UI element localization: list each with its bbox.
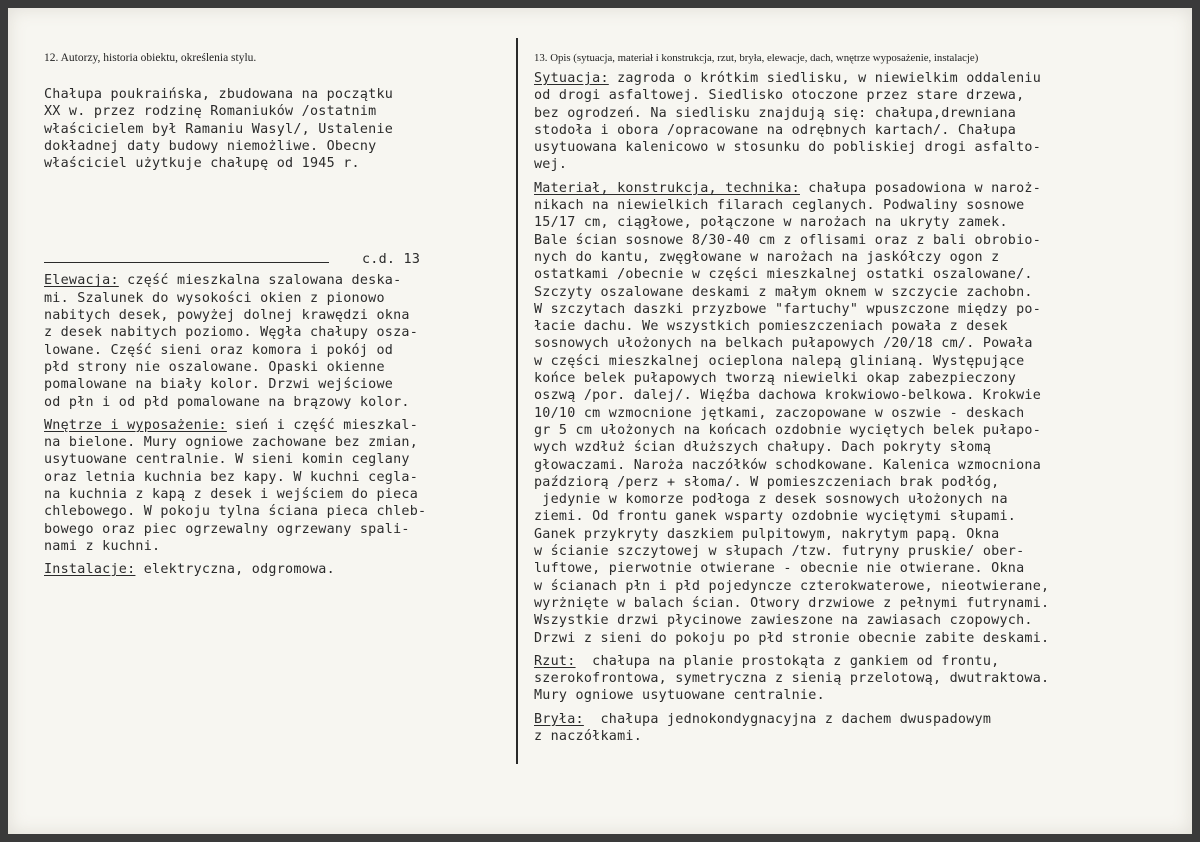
- wnetrze-line: na bielone. Mury ogniowe zachowane bez zmian,: [44, 435, 419, 451]
- instalacje-label: Instalacje:: [44, 562, 136, 578]
- wnetrze-line: bowego oraz piec ogrzewalny ogrzewany spali-: [44, 521, 410, 537]
- sytuacja-section: [534, 70, 1174, 174]
- wnetrze-label: Wnętrze i wyposażenie:: [44, 417, 227, 433]
- instalacje-text: elektryczna, odgromowa.: [135, 562, 335, 578]
- elewacja-line: nabitych desek, powyżej dolnej krawędzi okna: [44, 308, 410, 324]
- wnetrze-line: chlebowego. W pokoju tylna ściana pieca chleb-: [44, 504, 427, 520]
- history-line: właściciel użytkuje chałupę od 1945 r.: [44, 156, 360, 172]
- bryla-label: Bryła:: [534, 711, 584, 727]
- sytuacja-first-line: zagroda o krótkim siedlisku, w niewielkim oddaleniu: [608, 71, 1042, 86]
- history-line: dokładnej daty budowy niemożliwe. Obecny: [44, 138, 377, 154]
- material-line: paździorą /perz + słoma/. W pomieszczeniach brak podłóg,: [534, 474, 1000, 490]
- material-line: luftowe, pierwotnie otwierane - obecnie nie otwierane. Okna: [534, 561, 1025, 577]
- wnetrze-section: [44, 417, 504, 555]
- material-line: jedynie w komorze podłoga z desek sosnowych ułożonych na: [534, 492, 1008, 508]
- left-column: [44, 52, 504, 585]
- material-line: W szczytach daszki przyzbowe "fartuchy" wpuszczone między po-: [534, 301, 1042, 317]
- sytuacja-line: wej.: [534, 157, 568, 173]
- rzut-section: [534, 653, 1174, 705]
- material-line: głowaczami. Naroża naczółków schodkowane. Kalenica wzmocniona: [534, 457, 1042, 473]
- sytuacja-line: od drogi asfaltowej. Siedlisko otoczone przez stare drzewa,: [534, 88, 1025, 104]
- elewacja-line: z desek nabitych poziomo. Węgła chałupy osza-: [44, 325, 419, 341]
- material-line: wyrżnięte w balach ścian. Otwory drzwiowe z pełnymi futrynami.: [534, 595, 1050, 611]
- material-line: Drzwi z sieni do pokoju po płd stronie obecnie zabite deskami.: [534, 630, 1050, 646]
- wnetrze-line: na kuchnia z kapą z desek i wejściem do pieca: [44, 487, 419, 503]
- column-divider: [516, 38, 518, 764]
- sytuacja-line: stodoła i obora /opracowane na odrębnych kartach/. Chałupa: [534, 122, 1017, 138]
- sytuacja-line: usytuowana kalenicowo w stosunku do pobliskiej drogi asfalto-: [534, 140, 1042, 156]
- material-line: Szczyty oszalowane deskami z małym oknem w szczycie zachobn.: [534, 284, 1033, 300]
- wnetrze-line: usytuowane centralnie. W sieni komin ceglany: [44, 452, 410, 468]
- elewacja-first-line: część mieszkalna szalowana deska-: [118, 273, 402, 289]
- material-line: Bale ścian sosnowe 8/30-40 cm z oflisami oraz z bali obrobio-: [534, 232, 1042, 248]
- material-first-line: chałupa posadowiona w naroż-: [799, 180, 1042, 196]
- section-13-header: 13. Opis (sytuacja, materiał i konstrukcja, rzut, bryła, elewacje, dach, wnętrze wyposażenie, instalacje): [534, 52, 979, 64]
- rzut-line: Mury ogniowe usytuowane centralnie.: [534, 688, 825, 704]
- elewacja-line: od płn i od płd pomalowane na brązowy kolor.: [44, 394, 410, 410]
- material-line: gr 5 cm ułożonych na końcach ozdobnie wyciętych belek pułapo-: [534, 422, 1042, 438]
- history-line: XX w. przez rodzinę Romaniuków /ostatnim: [44, 104, 377, 120]
- material-line: końce belek pułapowych tworzą niewielki okap zabezpieczony: [534, 371, 1017, 387]
- elewacja-line: lowane. Część sieni oraz komora i pokój od: [44, 342, 394, 358]
- continuation-rule: [44, 262, 329, 263]
- elewacja-section: [44, 272, 504, 410]
- rzut-line: szerokofrontowa, symetryczna z sienią przelotową, dwutraktowa.: [534, 671, 1050, 687]
- material-line: Wszystkie drzwi płycinowe zawieszone na zawiasach czopowych.: [534, 613, 1033, 629]
- wnetrze-first-line: sień i część mieszkal-: [226, 417, 419, 433]
- sytuacja-line: bez ogrodzeń. Na siedlisku znajdują się: chałupa,drewniana: [534, 105, 1017, 121]
- wnetrze-line: oraz letnia kuchnia bez kapy. W kuchni cegla-: [44, 469, 419, 485]
- material-line: nikach na niewielkich filarach ceglanych. Podwaliny sosnowe: [534, 198, 1025, 214]
- material-line: w części mieszkalnej ocieplona nalepą glinianą. Występujące: [534, 353, 1025, 369]
- bryla-line: z naczółkami.: [534, 728, 643, 744]
- continuation-label: c.d. 13: [362, 252, 421, 268]
- material-label: Materiał, konstrukcja, technika:: [534, 180, 800, 196]
- bryla-section: [534, 711, 1174, 746]
- rzut-first-line: chałupa na planie prostokąta z gankiem od frontu,: [575, 653, 1000, 669]
- elewacja-line: pomalowane na biały kolor. Drzwi wejściowe: [44, 377, 394, 393]
- sytuacja-label: Sytuacja:: [534, 71, 609, 86]
- instalacje-section: [44, 561, 504, 578]
- material-line: nych do kantu, zwęgłowane w narożach na jaskółczy ogon z: [534, 249, 1000, 265]
- bryla-first-line: chałupa jednokondygnacyjna z dachem dwuspadowym: [583, 711, 992, 727]
- material-line: Ganek przykryty daszkiem pulpitowym, nakrytym papą. Okna: [534, 526, 1000, 542]
- material-line: 10/10 cm wzmocnione jętkami, zaczopowane w oszwie - deskach: [534, 405, 1025, 421]
- history-line: Chałupa poukraińska, zbudowana na początku: [44, 87, 394, 102]
- material-line: 15/17 cm, ciągłowe, połączone w narożach na ukryty zamek.: [534, 215, 1008, 231]
- elewacja-line: płd strony nie oszalowane. Opaski okienne: [44, 359, 385, 375]
- material-line: łacie dachu. We wszystkich pomieszczeniach powała z desek: [534, 319, 1008, 335]
- rzut-label: Rzut:: [534, 653, 576, 669]
- material-section: [534, 180, 1174, 647]
- wnetrze-line: nami z kuchni.: [44, 538, 161, 554]
- material-line: ziemi. Od frontu ganek wsparty ozdobnie wyciętymi słupami.: [534, 509, 1017, 525]
- section-12-header: 12. Autorzy, historia obiektu, określenia stylu.: [44, 52, 257, 64]
- continuation-marker: [44, 250, 504, 270]
- elewacja-label: Elewacja:: [44, 273, 119, 289]
- material-line: w ścianie szczytowej w słupach /tzw. futryny pruskie/ ober-: [534, 544, 1025, 560]
- history-text: [44, 86, 504, 172]
- material-line: wych wzdłuż ścian dłuższych chałupy. Dach pokryty słomą: [534, 440, 992, 456]
- material-line: sosnowych ułożonych na belkach pułapowych /20/18 cm/. Powała: [534, 336, 1033, 352]
- history-line: właścicielem był Ramaniu Wasyl/, Ustalenie: [44, 121, 394, 137]
- inventory-card-sheet: [8, 8, 1192, 834]
- material-line: w ścianach płn i płd pojedyncze czterokwaterowe, nieotwierane,: [534, 578, 1050, 594]
- material-line: oszwą /por. dalej/. Więźba dachowa krokwiowo-belkowa. Krokwie: [534, 388, 1042, 404]
- right-column: [534, 52, 1174, 751]
- material-line: ostatkami /obecnie w części mieszkalnej ostatki oszalowane/.: [534, 267, 1033, 283]
- elewacja-line: mi. Szalunek do wysokości okien z pionowo: [44, 290, 385, 306]
